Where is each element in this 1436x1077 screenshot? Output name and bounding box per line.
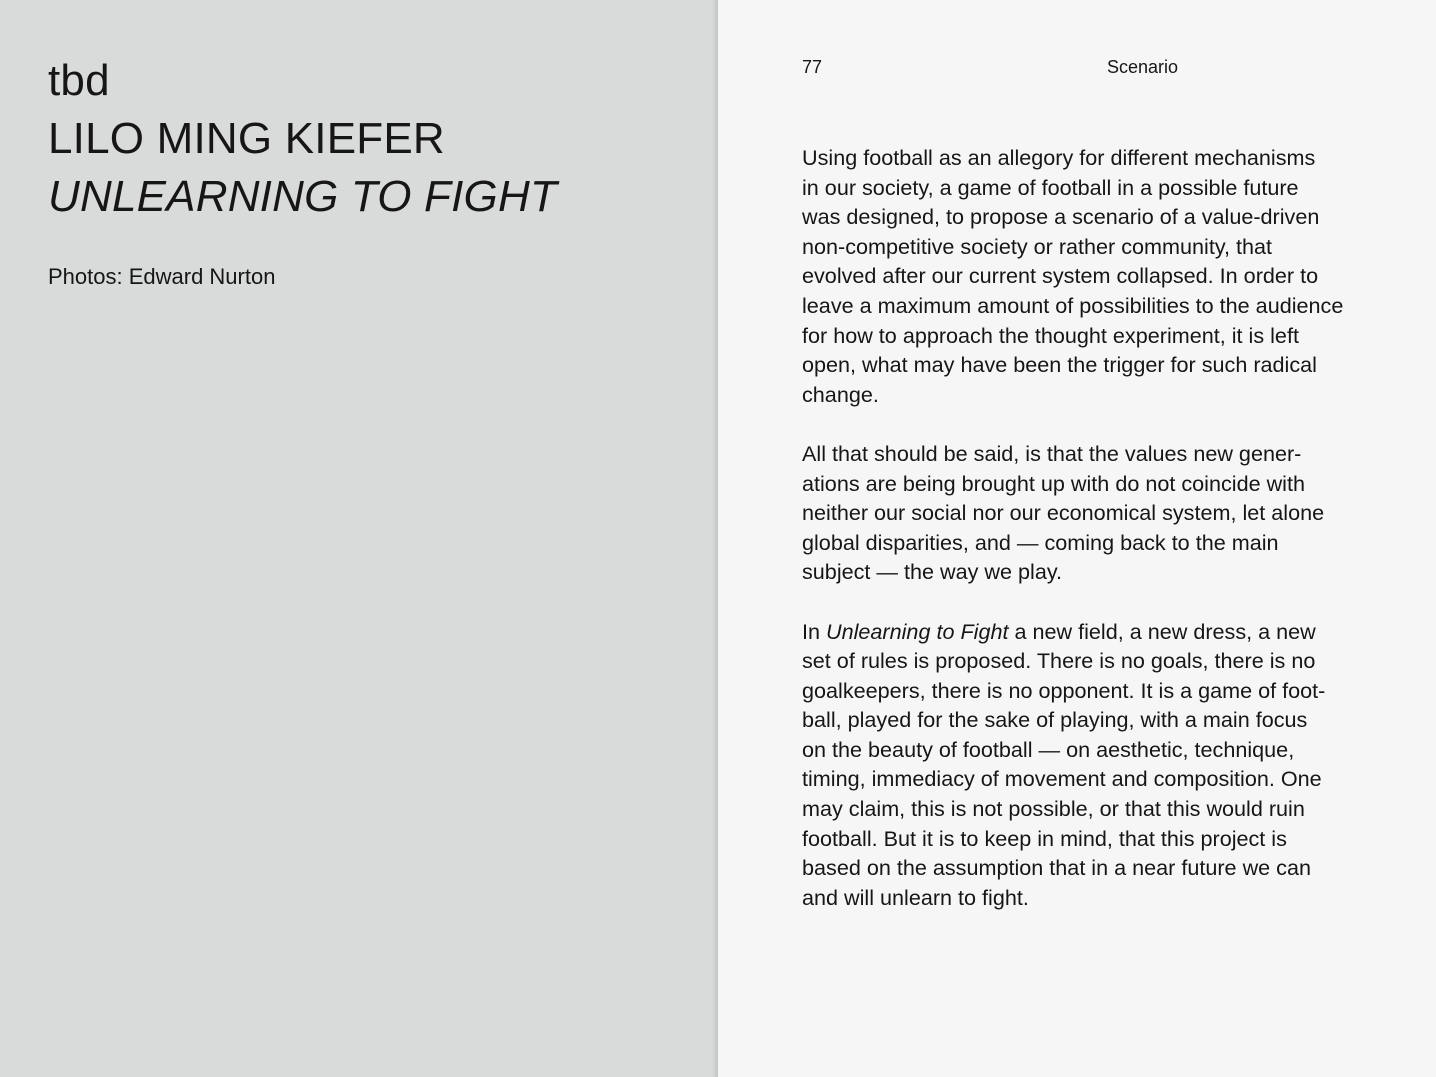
text-line: ations are being brought up with do not coincide with: [802, 470, 1305, 496]
text-line: may claim, this is not possible, or that this would ruin: [802, 796, 1305, 822]
text-line: in our society, a game of football in a possible future: [802, 174, 1299, 200]
text-line: All that should be said, is that the values new gener-: [802, 440, 1302, 466]
text-line: open, what may have been the trigger for such radical: [802, 352, 1317, 378]
text-fragment: a new field, a new dress, a new: [1008, 618, 1316, 644]
text-line: goalkeepers, there is no opponent. It is a game of foot-: [802, 677, 1326, 703]
text-line: neither our social nor our economical system, let alone: [802, 500, 1325, 526]
photo-credit: Photos: Edward Nurton: [48, 264, 276, 289]
text-line: [802, 617, 1402, 647]
text-line: evolved after our current system collapsed. In order to: [802, 263, 1319, 289]
text-line: subject — the way we play.: [802, 559, 1063, 585]
text-line: global disparities, and — coming back to the main: [802, 529, 1279, 555]
text-line: non-competitive society or rather community, that: [802, 233, 1273, 259]
text-line: Using football as an allegory for different mechanisms: [802, 145, 1316, 170]
work-title: UNLEARNING TO FIGHT: [48, 172, 558, 221]
text-line: on the beauty of football — on aesthetic, technique,: [802, 736, 1295, 762]
text-line: leave a maximum amount of possibilities to the audience: [802, 292, 1344, 318]
chapter-heading: [48, 52, 557, 226]
imprint-label: tbd: [48, 56, 110, 105]
text-line: based on the assumption that in a near future we can: [802, 855, 1311, 881]
text-fragment: In: [802, 618, 827, 644]
text-line: for how to approach the thought experiment, it is left: [802, 322, 1299, 348]
text-line: ball, played for the sake of playing, with a main focus: [802, 707, 1308, 733]
text-line: football. But it is to keep in mind, that this project is: [802, 825, 1287, 851]
italic-work-title: Unlearning to Fight: [826, 618, 1009, 644]
page-number: 77: [802, 57, 823, 77]
paragraph-1: [802, 143, 1402, 409]
right-page: [718, 0, 1436, 1077]
text-line: timing, immediacy of movement and composition. One: [802, 766, 1322, 792]
body-text: [802, 143, 1402, 912]
text-line: and will unlearn to fight.: [802, 884, 1029, 910]
author-name: LILO MING KIEFER: [48, 114, 445, 163]
paragraph-3: [802, 617, 1402, 913]
text-line: was designed, to propose a scenario of a value-driven: [802, 204, 1320, 230]
text-line: change.: [802, 381, 879, 407]
text-line: set of rules is proposed. There is no goals, there is no: [802, 648, 1316, 674]
running-head: Scenario: [1107, 57, 1179, 77]
paragraph-2: [802, 439, 1402, 587]
